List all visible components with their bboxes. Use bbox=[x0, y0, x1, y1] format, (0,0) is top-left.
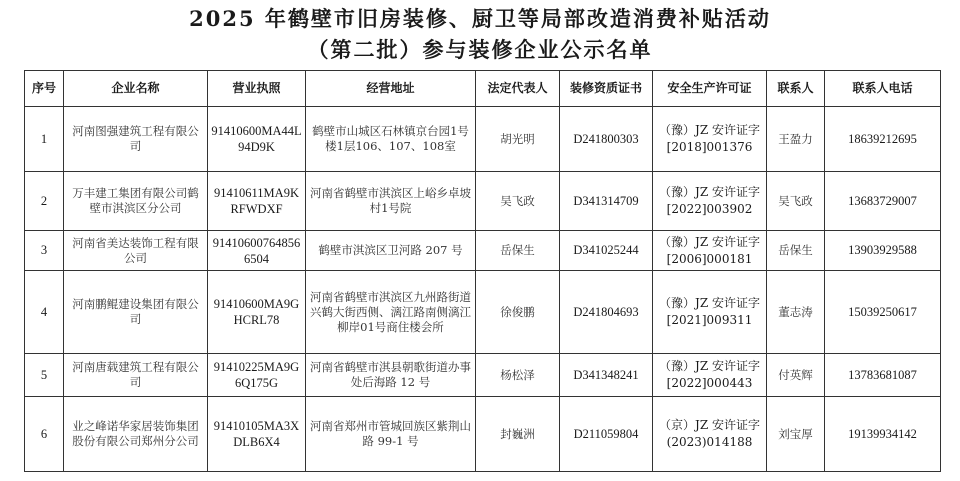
cell-cert: D211059804 bbox=[560, 397, 653, 472]
cell-phone: 18639212695 bbox=[825, 107, 941, 172]
page-subtitle: （第二批）参与装修企业公示名单 bbox=[307, 37, 653, 62]
cell-address: 河南省鹤壁市淇滨区九州路街道兴鹤大街西侧、漓江路南侧漓江柳岸01号商住楼会所 bbox=[306, 271, 476, 354]
cell-name: 河南省美达装饰工程有限公司 bbox=[64, 231, 208, 271]
enterprise-table bbox=[24, 70, 941, 472]
header-name: 企业名称 bbox=[64, 71, 208, 107]
table-row bbox=[25, 107, 941, 172]
cell-contact: 董志涛 bbox=[767, 271, 825, 354]
cell-contact: 吴飞政 bbox=[767, 172, 825, 231]
table-row bbox=[25, 231, 941, 271]
cell-phone: 15039250617 bbox=[825, 271, 941, 354]
table-header-row bbox=[25, 71, 941, 107]
cell-license: 91410600MA44L94D9K bbox=[208, 107, 306, 172]
cell-license: 91410611MA9KRFWDXF bbox=[208, 172, 306, 231]
cell-name: 万丰建工集团有限公司鹤壁市淇滨区分公司 bbox=[64, 172, 208, 231]
cell-no: 2 bbox=[25, 172, 64, 231]
cell-contact: 付英辉 bbox=[767, 354, 825, 397]
cell-contact: 岳保生 bbox=[767, 231, 825, 271]
cell-address: 鹤壁市山城区石林镇京台园1号楼1层106、107、108室 bbox=[306, 107, 476, 172]
cell-cert: D341348241 bbox=[560, 354, 653, 397]
page-title: 2025 年鹤壁市旧房装修、厨卫等局部改造消费补贴活动 bbox=[189, 6, 771, 31]
cell-cert: D241800303 bbox=[560, 107, 653, 172]
cell-address: 鹤壁市淇滨区卫河路 207 号 bbox=[306, 231, 476, 271]
table-row bbox=[25, 271, 941, 354]
cell-address: 河南省鹤壁市淇县朝歌街道办事处后海路 12 号 bbox=[306, 354, 476, 397]
cell-name: 河南图强建筑工程有限公司 bbox=[64, 107, 208, 172]
table-row bbox=[25, 172, 941, 231]
cell-address: 河南省郑州市管城回族区紫荆山路 99-1 号 bbox=[306, 397, 476, 472]
header-phone: 联系人电话 bbox=[825, 71, 941, 107]
cell-safety: （豫）JZ 安许证字[2006]000181 bbox=[653, 231, 767, 271]
cell-rep: 吴飞政 bbox=[476, 172, 560, 231]
table-row bbox=[25, 354, 941, 397]
cell-no: 6 bbox=[25, 397, 64, 472]
cell-safety: （豫）JZ 安许证字[2018]001376 bbox=[653, 107, 767, 172]
cell-no: 1 bbox=[25, 107, 64, 172]
header-cert: 装修资质证书 bbox=[560, 71, 653, 107]
header-safety: 安全生产许可证 bbox=[653, 71, 767, 107]
table-row bbox=[25, 397, 941, 472]
cell-name: 业之峰诺华家居装饰集团股份有限公司郑州分公司 bbox=[64, 397, 208, 472]
header-contact: 联系人 bbox=[767, 71, 825, 107]
cell-rep: 杨松泽 bbox=[476, 354, 560, 397]
cell-phone: 19139934142 bbox=[825, 397, 941, 472]
cell-no: 5 bbox=[25, 354, 64, 397]
cell-cert: D341314709 bbox=[560, 172, 653, 231]
header-address: 经营地址 bbox=[306, 71, 476, 107]
cell-rep: 胡光明 bbox=[476, 107, 560, 172]
cell-phone: 13783681087 bbox=[825, 354, 941, 397]
cell-contact: 王盈力 bbox=[767, 107, 825, 172]
cell-cert: D341025244 bbox=[560, 231, 653, 271]
cell-no: 3 bbox=[25, 231, 64, 271]
cell-license: 91410600MA9GHCRL78 bbox=[208, 271, 306, 354]
cell-cert: D241804693 bbox=[560, 271, 653, 354]
cell-rep: 岳保生 bbox=[476, 231, 560, 271]
cell-license: 914106007648566504 bbox=[208, 231, 306, 271]
cell-contact: 刘宝厚 bbox=[767, 397, 825, 472]
header-rep: 法定代表人 bbox=[476, 71, 560, 107]
cell-license: 91410105MA3XDLB6X4 bbox=[208, 397, 306, 472]
cell-safety: （京）JZ 安许证字(2023)014188 bbox=[653, 397, 767, 472]
cell-phone: 13683729007 bbox=[825, 172, 941, 231]
header-no: 序号 bbox=[25, 71, 64, 107]
cell-phone: 13903929588 bbox=[825, 231, 941, 271]
cell-rep: 封巍洲 bbox=[476, 397, 560, 472]
cell-rep: 徐俊鹏 bbox=[476, 271, 560, 354]
header-license: 营业执照 bbox=[208, 71, 306, 107]
cell-address: 河南省鹤壁市淇滨区上峪乡卓坡村1号院 bbox=[306, 172, 476, 231]
cell-safety: （豫）JZ 安许证字[2022]003902 bbox=[653, 172, 767, 231]
cell-name: 河南唐载建筑工程有限公司 bbox=[64, 354, 208, 397]
cell-safety: （豫）JZ 安许证字[2022]000443 bbox=[653, 354, 767, 397]
cell-no: 4 bbox=[25, 271, 64, 354]
cell-name: 河南鹏鲲建设集团有限公司 bbox=[64, 271, 208, 354]
cell-license: 91410225MA9G6Q175G bbox=[208, 354, 306, 397]
cell-safety: （豫）JZ 安许证字[2021]009311 bbox=[653, 271, 767, 354]
